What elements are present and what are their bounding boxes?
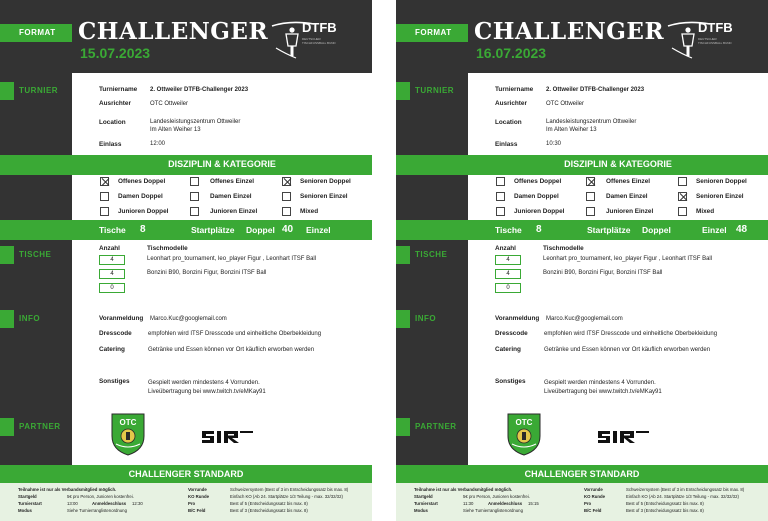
label-doppel: Doppel: [246, 225, 275, 235]
value-catering: Getränke und Essen können vor Ort käuflich erworben werden: [544, 347, 711, 353]
footer-modus-label: Modus: [18, 508, 32, 513]
label-einzel: Einzel: [306, 225, 331, 235]
side-label-partner: PARTNER: [396, 418, 468, 436]
value-voranmeldung: Marco.Kuc@googlemail.com: [150, 316, 227, 322]
label-turniername: Turniername: [495, 86, 534, 93]
value-location-line2: Im Alten Weiher 13: [546, 127, 597, 133]
disziplin-bar-title: DISZIPLIN & KATEGORIE: [564, 159, 672, 169]
checkbox-mixed[interactable]: [282, 207, 291, 216]
label-senioren-doppel: Senioren Doppel: [696, 178, 747, 185]
footer-ko-label: KO Runde: [188, 494, 210, 499]
logo-subtitle: DEUTSCHER TISCHFUSSBALL BUND: [698, 37, 732, 45]
value-sonstiges-line2: Liveübertragung bei www.twitch.tv/eMKay91: [544, 389, 662, 395]
footer-pro-label: Pro: [188, 501, 196, 506]
svg-text:OTC: OTC: [515, 418, 533, 427]
sr-brand-logo-icon: [200, 427, 255, 445]
anzahl-box-2: 4: [495, 269, 521, 279]
tischmodell-2: Bonzini B90, Bonzini Figur, Bonzini ITSF Ball: [543, 270, 663, 276]
checkbox-junioren-einzel[interactable]: [190, 207, 199, 216]
checkbox-junioren-doppel[interactable]: [100, 207, 109, 216]
label-voranmeldung: Voranmeldung: [495, 315, 540, 322]
challenger-standard-bar: CHALLENGER STANDARD: [396, 465, 768, 483]
footer-pro-label: Pro: [584, 501, 592, 506]
label-damen-doppel: Damen Doppel: [514, 193, 559, 200]
checkbox-senioren-einzel[interactable]: [678, 192, 687, 201]
anzahl-box-3: 0: [495, 283, 521, 293]
value-turniername: 2. Ottweiler DTFB-Challenger 2023: [546, 87, 645, 93]
footer-startgeld-label: Startgeld: [18, 494, 37, 499]
footer-turnierstart-value: 11:30: [463, 501, 474, 506]
value-einlass: 10:30: [546, 141, 562, 147]
checkbox-senioren-doppel[interactable]: [282, 177, 291, 186]
value-sonstiges-line1: Gespielt werden mindestens 4 Vorrunden.: [148, 380, 260, 386]
label-sonstiges: Sonstiges: [495, 378, 526, 385]
label-offenes-einzel: Offenes Einzel: [210, 178, 255, 185]
value-tische: 8: [140, 224, 146, 235]
disziplin-bar-title: DISZIPLIN & KATEGORIE: [168, 159, 276, 169]
event-date: 16.07.2023: [476, 45, 547, 61]
label-turniername: Turniername: [99, 86, 138, 93]
label-anzahl: Anzahl: [495, 245, 516, 252]
footer: [0, 483, 372, 521]
value-doppel: 40: [282, 224, 294, 235]
challenger-standard-bar: CHALLENGER STANDARD: [0, 465, 372, 483]
footer-ko-value: Einfach KO (Ab 24. Startplätze 1/3 Teilung - max. 32/32/32): [230, 494, 343, 499]
footer-bc-value: Best of 3 (Entscheidungssatz bis max. 8): [230, 508, 308, 513]
value-ausrichter: OTC Ottweiler: [150, 101, 189, 107]
logo-subtitle: DEUTSCHER TISCHFUSSBALL BUND: [302, 37, 336, 45]
value-location-line1: Landesleistungszentrum Ottweiler: [150, 119, 241, 125]
value-dresscode: empfohlen wird ITSF Dresscode und einheitliche Oberbekleidung: [544, 331, 718, 337]
label-einlass: Einlass: [495, 141, 518, 148]
label-damen-doppel: Damen Doppel: [118, 193, 163, 200]
page-title: CHALLENGER: [78, 18, 269, 45]
footer-vorrunde-value: Schweizersystem (Best of 3 im Entscheidungssatz bis max. 8): [626, 487, 745, 492]
anzahl-box-2: 4: [99, 269, 125, 279]
footer-turnierstart-label: Turnierstart: [414, 501, 438, 506]
footer-pro-value: Best of 5 (Entscheidungssatz bis max. 8): [230, 501, 308, 506]
value-dresscode: empfohlen wird ITSF Dresscode und einheitliche Oberbekleidung: [148, 331, 322, 337]
checkbox-junioren-einzel[interactable]: [586, 207, 595, 216]
label-offenes-doppel: Offenes Doppel: [118, 178, 166, 185]
label-catering: Catering: [99, 346, 125, 353]
checkbox-mixed[interactable]: [678, 207, 687, 216]
value-voranmeldung: Marco.Kuc@googlemail.com: [546, 316, 623, 322]
side-label-turnier: TURNIER: [0, 82, 72, 100]
otc-shield-logo-icon: [110, 412, 146, 456]
label-tische: Tische: [99, 225, 126, 235]
footer-turnierstart-value: 13:00: [67, 501, 78, 506]
svg-text:OTC: OTC: [119, 418, 137, 427]
label-tischmodelle: Tischmodelle: [147, 245, 188, 252]
footer-anmeldeschluss-value: 15:15: [528, 501, 539, 506]
side-label-format: FORMAT: [0, 24, 72, 42]
label-catering: Catering: [495, 346, 521, 353]
label-dresscode: Dresscode: [495, 330, 528, 337]
side-label-turnier: TURNIER: [396, 82, 468, 100]
footer-modus-value: Siehe Turnierranglistenordnung: [67, 508, 127, 513]
checkbox-senioren-einzel[interactable]: [282, 192, 291, 201]
label-ausrichter: Ausrichter: [495, 100, 527, 107]
label-senioren-einzel: Senioren Einzel: [696, 193, 744, 200]
footer-line1: Teilnahme ist nur als Verbandsmitglied möglich.: [414, 487, 513, 492]
footer-modus-label: Modus: [414, 508, 428, 513]
label-doppel: Doppel: [642, 225, 671, 235]
flyer-page-day2: [396, 0, 768, 521]
footer-turnierstart-label: Turnierstart: [18, 501, 42, 506]
value-sonstiges-line2: Liveübertragung bei www.twitch.tv/eMKay91: [148, 389, 266, 395]
label-offenes-doppel: Offenes Doppel: [514, 178, 562, 185]
value-turniername: 2. Ottweiler DTFB-Challenger 2023: [150, 87, 249, 93]
label-tische: Tische: [495, 225, 522, 235]
value-einlass: 12:00: [150, 141, 166, 147]
label-junioren-doppel: Junioren Doppel: [118, 208, 169, 215]
value-catering: Getränke und Essen können vor Ort käuflich erworben werden: [148, 347, 315, 353]
footer-modus-value: Siehe Turnierranglistenordnung: [463, 508, 523, 513]
side-label-partner: PARTNER: [0, 418, 72, 436]
anzahl-box-3: 0: [99, 283, 125, 293]
checkbox-offenes-doppel[interactable]: [100, 177, 109, 186]
checkbox-damen-einzel[interactable]: [586, 192, 595, 201]
otc-shield-logo-icon: [506, 412, 542, 456]
label-mixed: Mixed: [300, 208, 319, 215]
footer-anmeldeschluss-value: 12:30: [132, 501, 143, 506]
footer-pro-value: Best of 5 (Entscheidungssatz bis max. 8): [626, 501, 704, 506]
footer-bc-label: B/C Feld: [584, 508, 602, 513]
tische-startplaetze-bar: [396, 220, 768, 240]
value-tische: 8: [536, 224, 542, 235]
tischmodell-1: Leonhart pro_tournament, leo_player Figur , Leonhart ITSF Ball: [543, 256, 713, 262]
label-tischmodelle: Tischmodelle: [543, 245, 584, 252]
checkbox-damen-einzel[interactable]: [190, 192, 199, 201]
side-label-tische: TISCHE: [396, 246, 468, 264]
footer: [396, 483, 768, 521]
footer-ko-label: KO Runde: [584, 494, 606, 499]
footer-vorrunde-label: Vorrunde: [584, 487, 603, 492]
checkbox-senioren-doppel[interactable]: [678, 177, 687, 186]
page-title: CHALLENGER: [474, 18, 665, 45]
side-label-format: FORMAT: [396, 24, 468, 42]
label-senioren-einzel: Senioren Einzel: [300, 193, 348, 200]
checkbox-damen-doppel[interactable]: [496, 192, 505, 201]
value-ausrichter: OTC Ottweiler: [546, 101, 585, 107]
label-startplaetze: Startplätze: [587, 225, 631, 235]
label-voranmeldung: Voranmeldung: [99, 315, 144, 322]
event-date: 15.07.2023: [80, 45, 151, 61]
label-dresscode: Dresscode: [99, 330, 132, 337]
footer-bc-label: B/C Feld: [188, 508, 206, 513]
logo-text: DTFB: [302, 20, 337, 35]
label-offenes-einzel: Offenes Einzel: [606, 178, 651, 185]
sr-brand-logo-icon: [596, 427, 651, 445]
label-anzahl: Anzahl: [99, 245, 120, 252]
checkbox-offenes-einzel[interactable]: [586, 177, 595, 186]
footer-vorrunde-value: Schweizersystem (Best of 3 im Entscheidungssatz bis max. 8): [230, 487, 349, 492]
label-junioren-doppel: Junioren Doppel: [514, 208, 565, 215]
tischmodell-2: Bonzini B90, Bonzini Figur, Bonzini ITSF Ball: [147, 270, 267, 276]
label-junioren-einzel: Junioren Einzel: [210, 208, 258, 215]
label-senioren-doppel: Senioren Doppel: [300, 178, 351, 185]
footer-startgeld-value: 5€ pro Person, Junioren kostenfrei.: [67, 494, 134, 499]
footer-vorrunde-label: Vorrunde: [188, 487, 207, 492]
label-ausrichter: Ausrichter: [99, 100, 131, 107]
footer-anmeldeschluss-label: Anmeldeschluss: [488, 501, 523, 506]
footer-bc-value: Best of 3 (Entscheidungssatz bis max. 8): [626, 508, 704, 513]
label-mixed: Mixed: [696, 208, 715, 215]
tischmodell-1: Leonhart pro_tournament, leo_player Figur , Leonhart ITSF Ball: [147, 256, 317, 262]
tische-startplaetze-bar: [0, 220, 372, 240]
checkbox-offenes-einzel[interactable]: [190, 177, 199, 186]
side-label-info: INFO: [396, 310, 468, 328]
label-einlass: Einlass: [99, 141, 122, 148]
anzahl-box-1: 4: [495, 255, 521, 265]
checkbox-offenes-doppel[interactable]: [496, 177, 505, 186]
label-einzel: Einzel: [702, 225, 727, 235]
label-startplaetze: Startplätze: [191, 225, 235, 235]
footer-startgeld-value: 5€ pro Person, Junioren kostenfrei.: [463, 494, 530, 499]
label-location: Location: [495, 119, 522, 126]
value-einzel: 48: [736, 224, 748, 235]
footer-ko-value: Einfach KO (Ab 24. Startplätze 1/3 Teilung - max. 32/32/32): [626, 494, 739, 499]
checkbox-damen-doppel[interactable]: [100, 192, 109, 201]
anzahl-box-1: 4: [99, 255, 125, 265]
footer-anmeldeschluss-label: Anmeldeschluss: [92, 501, 127, 506]
label-damen-einzel: Damen Einzel: [606, 193, 648, 200]
label-sonstiges: Sonstiges: [99, 378, 130, 385]
label-damen-einzel: Damen Einzel: [210, 193, 252, 200]
footer-line1: Teilnahme ist nur als Verbandsmitglied möglich.: [18, 487, 117, 492]
label-junioren-einzel: Junioren Einzel: [606, 208, 654, 215]
value-location-line1: Landesleistungszentrum Ottweiler: [546, 119, 637, 125]
label-location: Location: [99, 119, 126, 126]
flyer-page-day1: [0, 0, 372, 521]
value-sonstiges-line1: Gespielt werden mindestens 4 Vorrunden.: [544, 380, 656, 386]
side-label-tische: TISCHE: [0, 246, 72, 264]
value-location-line2: Im Alten Weiher 13: [150, 127, 201, 133]
checkbox-junioren-doppel[interactable]: [496, 207, 505, 216]
footer-startgeld-label: Startgeld: [414, 494, 433, 499]
logo-text: DTFB: [698, 20, 733, 35]
side-label-info: INFO: [0, 310, 72, 328]
